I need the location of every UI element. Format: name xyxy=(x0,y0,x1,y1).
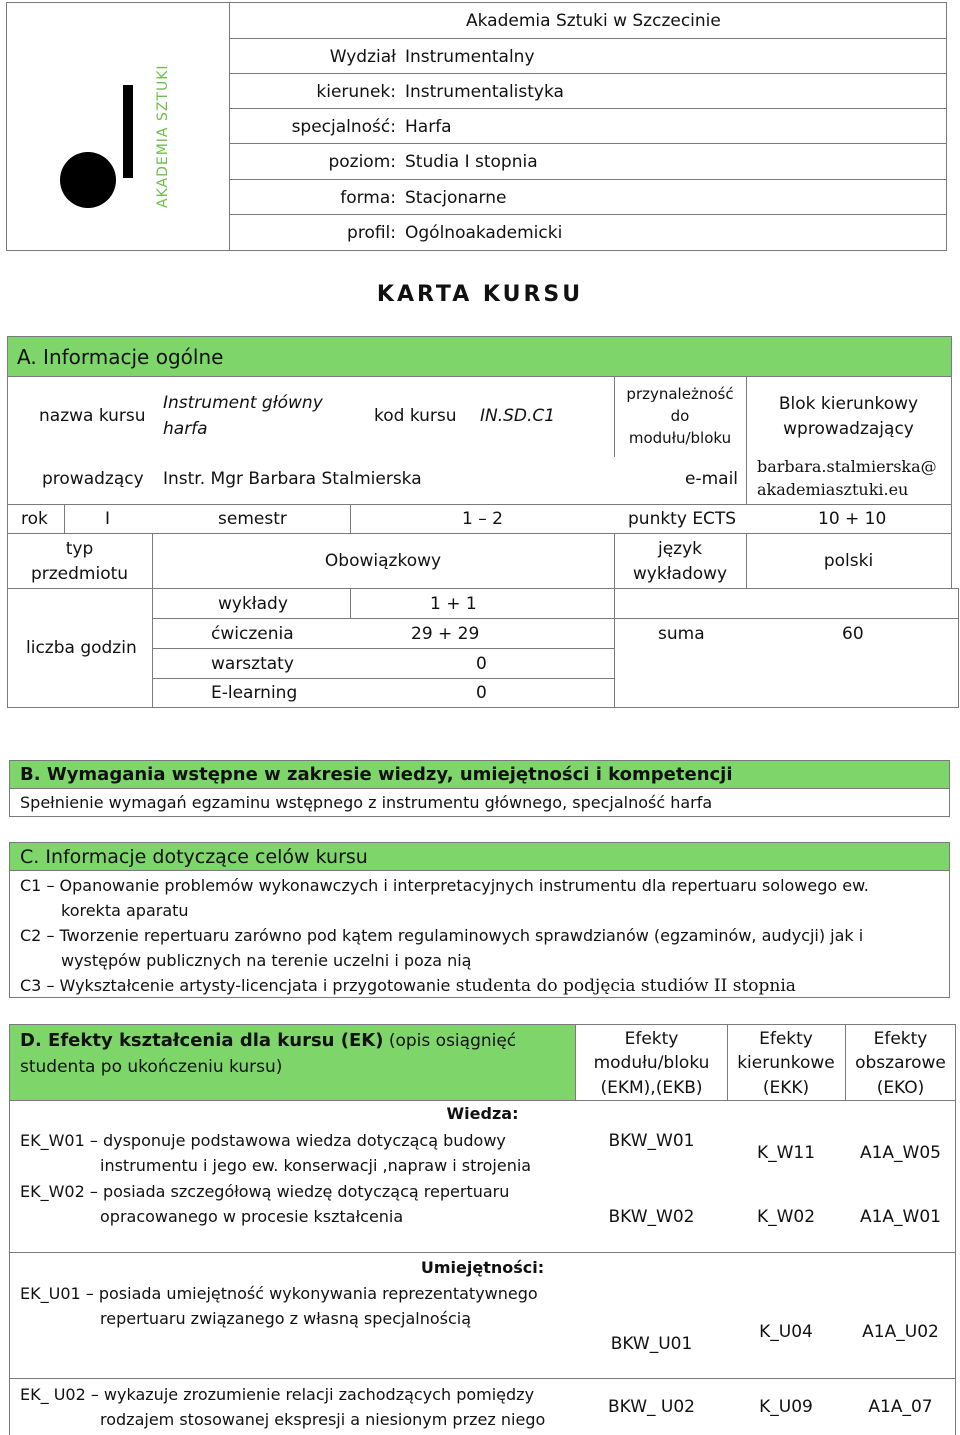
col-eko-line3: (EKO) xyxy=(876,1078,925,1098)
header-label-specialty: specjalność: xyxy=(291,117,396,137)
section-b-title: B. Wymagania wstępne w zakresie wiedzy, umiejętności i kompetencji xyxy=(20,764,733,785)
col-ekm-line3: (EKM),(EKB) xyxy=(600,1078,703,1098)
ek-w01-ekm: BKW_W01 xyxy=(608,1131,695,1151)
email-line1: barbara.stalmierska@ xyxy=(757,457,937,476)
teacher-label: prowadzący xyxy=(42,469,144,489)
course-name-line2: harfa xyxy=(163,419,208,439)
goal-c1-line2: korekta aparatu xyxy=(61,901,189,920)
year-value: I xyxy=(105,509,111,529)
col-eko-line2: obszarowe xyxy=(855,1053,946,1073)
hours-lecture-value: 1 + 1 xyxy=(430,594,477,614)
header-value-specialty: Harfa xyxy=(405,117,452,137)
institution-name: Akademia Sztuki w Szczecinie xyxy=(466,11,721,31)
ek-u01-line1: EK_U01 – posiada umiejętność wykonywania reprezentatywnego xyxy=(20,1284,538,1303)
header-value-field: Instrumentalistyka xyxy=(405,82,564,102)
module-label-line1: przynależność xyxy=(626,385,734,403)
goal-c3 xyxy=(20,976,796,996)
semester-label: semestr xyxy=(218,509,287,529)
lang-value: polski xyxy=(823,551,874,571)
section-c-title: C. Informacje dotyczące celów kursu xyxy=(20,846,368,868)
ek-w02-eko: A1A_W01 xyxy=(859,1207,941,1227)
section-d-title-rest: (opis osiągnięć xyxy=(383,1031,517,1051)
ek-u02-ekk: K_U09 xyxy=(759,1397,813,1417)
ek-w01-eko: A1A_W05 xyxy=(859,1143,941,1163)
header-label-profile: profil: xyxy=(347,223,396,243)
goal-c1-line1: C1 – Opanowanie problemów wykonawczych i interpretacyjnych instrumentu dla repertuaru solowego ew. xyxy=(20,876,869,895)
course-name-line1: Instrument główny xyxy=(163,393,323,413)
ek-w01-ekk: K_W11 xyxy=(756,1143,816,1163)
module-value-line2: wprowadzający xyxy=(783,419,914,439)
email-label: e-mail xyxy=(685,469,739,489)
ects-label: punkty ECTS xyxy=(628,509,737,529)
sum-value: 60 xyxy=(842,624,864,644)
hours-exercise-label: ćwiczenia xyxy=(211,624,294,644)
course-code-value: IN.SD.C1 xyxy=(480,406,556,426)
header-value-level: Studia I stopnia xyxy=(405,152,538,172)
ek-u02-eko: A1A_07 xyxy=(868,1397,933,1417)
goal-c3-part1: C3 – Wykształcenie artysty-licencjata i przygotowanie xyxy=(20,976,451,995)
teacher-value: Instr. Mgr Barbara Stalmierska xyxy=(163,469,422,489)
hours-elearning-label: E-learning xyxy=(211,683,298,703)
col-ekm-line2: modułu/bloku xyxy=(593,1053,710,1073)
ek-w02-ekk: K_W02 xyxy=(756,1207,816,1227)
hours-workshop-value: 0 xyxy=(476,654,487,674)
header-label-faculty: Wydział xyxy=(329,47,396,67)
header-value-profile: Ogólnoakademicki xyxy=(405,223,563,243)
col-ekk-line1: Efekty xyxy=(759,1029,813,1049)
ek-u01-line2: repertuaru związanego z własną specjalnością xyxy=(100,1309,472,1328)
lang-label-line1: język xyxy=(657,539,702,559)
section-a-title: A. Informacje ogólne xyxy=(17,345,224,369)
ek-w02-line1: EK_W02 – posiada szczegółową wiedzę dotyczącą repertuaru xyxy=(20,1182,510,1201)
course-code-label: kod kursu xyxy=(374,406,457,426)
col-ekk-line3: (EKK) xyxy=(762,1078,810,1098)
ek-u02-ekm: BKW_ U02 xyxy=(608,1397,695,1417)
module-label-line3: modułu/bloku xyxy=(628,429,732,447)
hours-lecture-label: wykłady xyxy=(218,594,288,614)
ek-w02-ekm: BKW_W02 xyxy=(608,1207,695,1227)
module-value-line1: Blok kierunkowy xyxy=(778,394,919,414)
lang-label-line2: wykładowy xyxy=(632,564,728,584)
hours-label: liczba godzin xyxy=(26,638,137,658)
document-title: KARTA KURSU xyxy=(376,282,584,307)
ek-w01-line2: instrumentu i jego ew. konserwacji ,napraw i strojenia xyxy=(100,1156,532,1175)
ek-w01-line1: EK_W01 – dysponuje podstawowa wiedza dotyczącą budowy xyxy=(20,1131,506,1150)
type-value: Obowiązkowy xyxy=(324,551,442,571)
email-line2: akademiasztuki.eu xyxy=(757,480,909,499)
ek-u01-ekk: K_U04 xyxy=(759,1322,813,1342)
ek-u02-line1: EK_ U02 – wykazuje zrozumienie relacji zachodzących pomiędzy xyxy=(20,1385,535,1404)
hours-elearning-value: 0 xyxy=(476,683,487,703)
hours-exercise-value: 29 + 29 xyxy=(411,624,480,644)
ek-w02-line2: opracowanego w procesie kształcenia xyxy=(100,1207,404,1226)
sum-label: suma xyxy=(658,624,705,644)
section-d-title xyxy=(20,1030,516,1052)
ects-value: 10 + 10 xyxy=(818,509,887,529)
ek-u02-line2: rodzajem stosowanej ekspresji a niesionym przez niego xyxy=(100,1410,546,1429)
hours-workshop-label: warsztaty xyxy=(211,654,294,674)
header-value-form: Stacjonarne xyxy=(405,188,507,208)
ek-u01-ekm: BKW_U01 xyxy=(610,1334,693,1354)
header-label-field: kierunek: xyxy=(316,82,396,102)
goal-c2-line1: C2 – Tworzenie repertuaru zarówno pod kątem regulaminowych sprawdzianów (egzaminów, audycji) jak i xyxy=(20,926,864,945)
ek-u01-eko: A1A_U02 xyxy=(862,1322,939,1342)
logo-text: AKADEMIA SZTUKI xyxy=(155,64,171,208)
type-label-line2: przedmiotu xyxy=(30,564,129,584)
course-name-label: nazwa kursu xyxy=(39,406,146,426)
header-label-form: forma: xyxy=(340,188,396,208)
col-eko-line1: Efekty xyxy=(873,1029,928,1049)
semester-value: 1 – 2 xyxy=(462,509,503,529)
section-d-title-line2: studenta po ukończeniu kursu) xyxy=(20,1057,283,1077)
section-d-title-bold: D. Efekty kształcenia dla kursu (EK) xyxy=(20,1030,384,1051)
header-value-faculty: Instrumentalny xyxy=(405,47,535,67)
module-label-line2: do xyxy=(670,407,690,425)
goal-c2-line2: występów publicznych na terenie uczelni i poza nią xyxy=(61,951,472,970)
skills-label: Umiejętności: xyxy=(420,1258,545,1277)
col-ekm-line1: Efekty xyxy=(624,1029,679,1049)
type-label-line1: typ xyxy=(65,539,94,559)
header-label-level: poziom: xyxy=(328,152,396,172)
goal-c3-part2: studenta do podjęcia studiów II stopnia xyxy=(450,976,796,996)
knowledge-label: Wiedza: xyxy=(446,1104,519,1123)
year-label: rok xyxy=(21,509,48,529)
col-ekk-line2: kierunkowe xyxy=(737,1053,835,1073)
section-b-text: Spełnienie wymagań egzaminu wstępnego z instrumentu głównego, specjalność harfa xyxy=(20,793,713,812)
